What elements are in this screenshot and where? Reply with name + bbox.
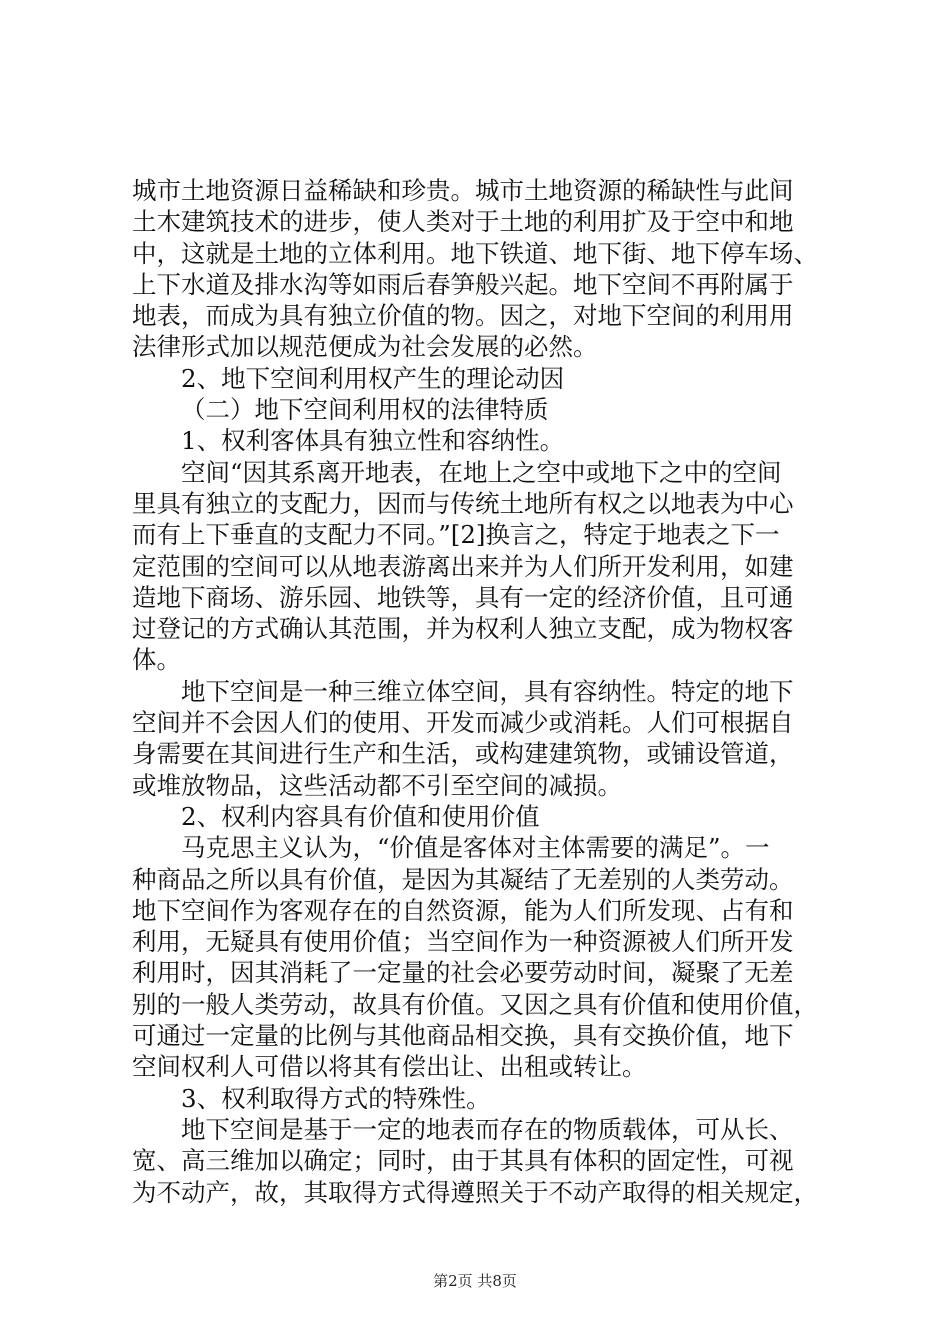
text-line: 种商品之所以具有价值，是因为其凝结了无差别的人类劳动。 [132, 864, 794, 894]
text-line: 土木建筑技术的进步，使人类对于土地的利用扩及于空中和地 [132, 207, 794, 237]
text-line: 空间并不会因人们的使用、开发而减少或消耗。人们可根据自 [132, 708, 794, 738]
text-line: 为不动产，故，其取得方式得遵照关于不动产取得的相关规定， [132, 1177, 818, 1207]
text-line: 或堆放物品，这些活动都不引至空间的减损。 [132, 770, 622, 800]
text-line: 里具有独立的支配力，因而与传统土地所有权之以地表为中心 [132, 488, 794, 518]
text-line: 马克思主义认为，“价值是客体对主体需要的满足”。一 [181, 833, 770, 863]
page-footer: 第2页 共8页 [433, 1272, 517, 1290]
text-line: 城市土地资源日益稀缺和珍贵。城市土地资源的稀缺性与此间 [132, 176, 794, 205]
text-line: 造地下商场、游乐园、地铁等，具有一定的经济价值，且可通 [132, 582, 794, 612]
text-line: 3、权利取得方式的特殊性。 [181, 1083, 491, 1113]
text-line: 上下水道及排水沟等如雨后春笋般兴起。地下空间不再附属于 [132, 269, 794, 299]
text-line: 而有上下垂直的支配力不同。”[2]换言之，特定于地表之下一 [132, 520, 780, 550]
text-line: 地下空间作为客观存在的自然资源，能为人们所发现、占有和 [132, 895, 794, 925]
text-line: 2、权利内容具有价值和使用价值 [181, 801, 540, 831]
text-line: 体。 [132, 645, 181, 675]
text-line: 可通过一定量的比例与其他商品相交换，具有交换价值，地下 [132, 1021, 794, 1051]
text-line: 宽、高三维加以确定；同时，由于其具有体积的固定性，可视 [132, 1146, 794, 1176]
text-line: 空间“因其系离开地表，在地上之空中或地下之中的空间 [181, 457, 782, 487]
text-line: 1、权利客体具有独立性和容纳性。 [181, 426, 565, 456]
text-line: 法律形式加以规范便成为社会发展的必然。 [132, 332, 598, 362]
text-line: 中，这就是土地的立体利用。地下铁道、地下街、地下停车场、 [132, 238, 818, 268]
text-line: 地下空间是一种三维立体空间，具有容纳性。特定的地下 [181, 676, 794, 706]
text-line: 利用，无疑具有使用价值；当空间作为一种资源被人们所开发 [132, 927, 794, 957]
text-line: （二）地下空间利用权的法律特质 [181, 395, 549, 425]
text-line: 过登记的方式确认其范围，并为权利人独立支配，成为物权客 [132, 614, 794, 644]
text-line: 身需要在其间进行生产和生活，或构建建筑物，或铺设管道， [132, 739, 794, 769]
text-line: 地表，而成为具有独立价值的物。因之，对地下空间的利用用 [132, 301, 794, 331]
text-line: 利用时，因其消耗了一定量的社会必要劳动时间，凝聚了无差 [132, 958, 794, 988]
text-line: 2、地下空间利用权产生的理论动因 [181, 363, 565, 393]
text-line: 别的一般人类劳动，故具有价值。又因之具有价值和使用价值， [132, 989, 818, 1019]
text-line: 空间权利人可借以将其有偿出让、出租或转让。 [132, 1052, 647, 1082]
text-line: 定范围的空间可以从地表游离出来并为人们所开发利用，如建 [132, 551, 794, 581]
text-line: 地下空间是基于一定的地表而存在的物质载体，可从长、 [181, 1114, 794, 1144]
document-body [132, 175, 832, 1208]
